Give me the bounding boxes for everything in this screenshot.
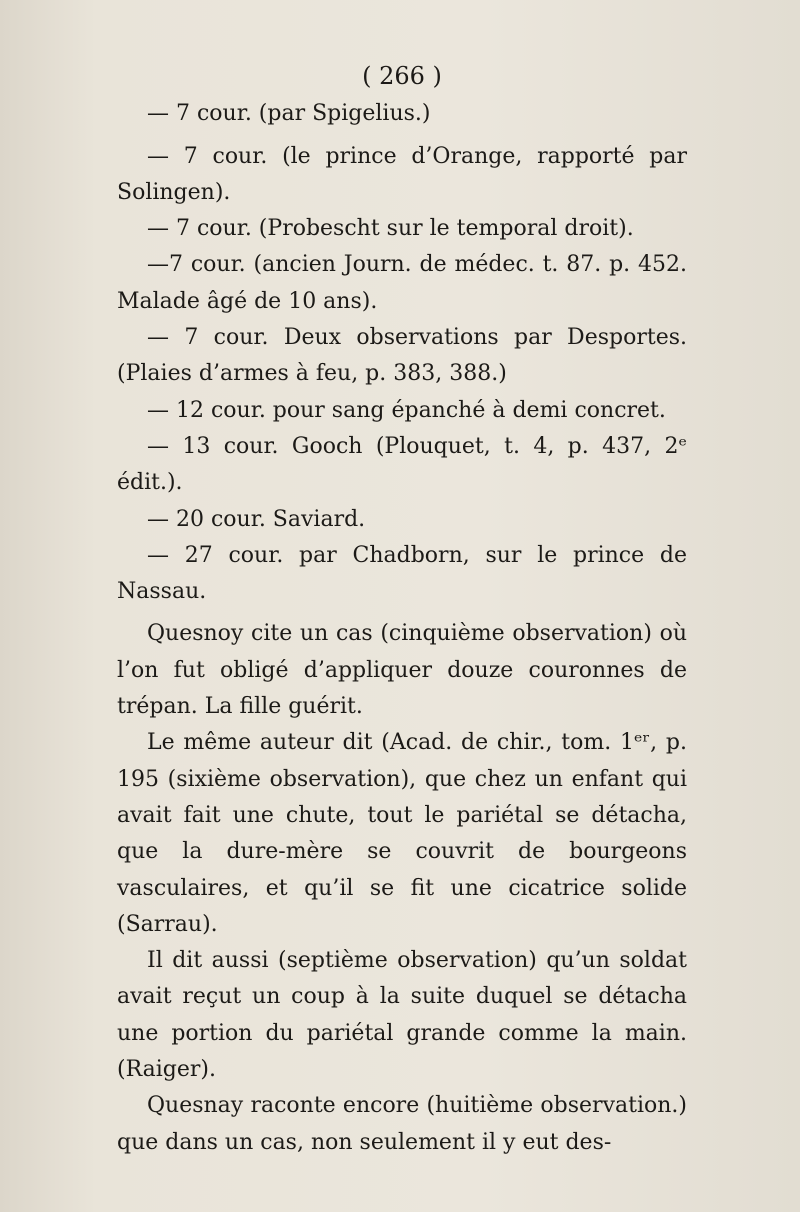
page-number: ( 266 ) — [362, 62, 442, 90]
list-entry: — 7 cour. (le prince d’Orange, rapporté par Solingen). — [117, 143, 687, 205]
list-entry: — 20 cour. Saviard. — [147, 506, 366, 532]
body-paragraph: Il dit aussi (septième observation) qu’un soldat avait reçut un coup à la suite duquel se détacha une portion du pariétal grande comme la main. (Raiger). — [117, 948, 687, 1083]
list-entry: — 12 cour. pour sang épanché à demi concret. — [147, 397, 666, 423]
list-entry: — 7 cour. (Probescht sur le temporal droit). — [147, 216, 634, 242]
page-text — [117, 58, 687, 1161]
body-paragraph: Quesnay raconte encore (huitième observation.) que dans un cas, non seulement il y eut des- — [117, 1093, 687, 1155]
list-entry: —7 cour. (ancien Journ. de médec. t. 87. p. 452. Malade âgé de 10 ans). — [117, 252, 687, 314]
body-paragraph: Le même auteur dit (Acad. de chir., tom. 1ᵉʳ, p. 195 (sixième observation), que chez un enfant qui avait fait une chute, tout le pariétal se détacha, que la dure-mère se couvrit de bourgeons vasculaires, et qu’il se fit une cicatrice solide (Sarrau). — [117, 730, 687, 937]
list-entry: — 7 cour. Deux observations par Desportes. (Plaies d’armes à feu, p. 383, 388.) — [117, 325, 687, 387]
list-entry: — 27 cour. par Chadborn, sur le prince de Nassau. — [117, 542, 687, 605]
list-entry: — 7 cour. (par Spigelius.) — [147, 101, 431, 127]
body-paragraph: Quesnoy cite un cas (cinquième observation) où l’on fut obligé d’appliquer douze couronnes de trépan. La fille guérit. — [117, 621, 687, 720]
list-entry: — 13 cour. Gooch (Plouquet, t. 4, p. 437, 2ᵉ édit.). — [117, 433, 687, 496]
